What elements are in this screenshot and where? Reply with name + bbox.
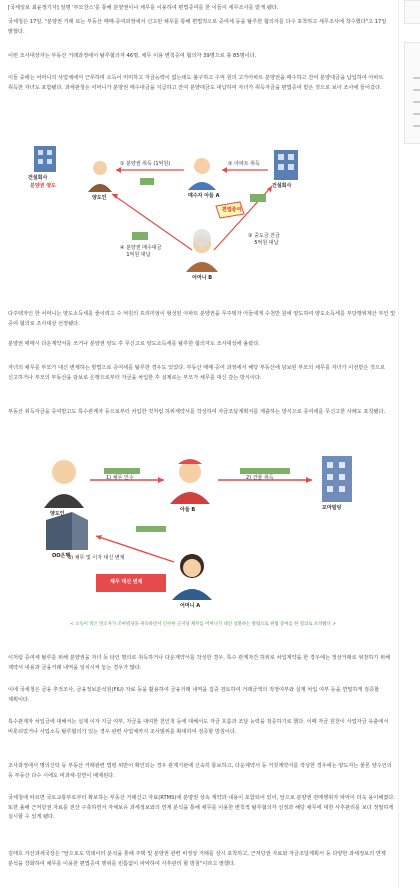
mother-label: 어머니 B: [192, 275, 213, 281]
arrow3-label: 3) 채무 및 이자 대신 변제: [68, 555, 125, 561]
diagram-presale-gift: [16, 146, 344, 296]
paragraph: 국세청은 17일, "분양권 거래 또는 부동산 매매·증여과정에서 신고된 채무를 통해 편법적으로 증여세 등을 탈루한 혐의자를 다수 포착하고 세무조사에 착수했다"고 17일 밝혔다.: [8, 19, 387, 35]
son-label: 아들 B: [180, 507, 196, 513]
diagram-debt-repayment: [40, 450, 366, 630]
arrow1-label: ① 분양권 취득 (1억원): [120, 161, 171, 167]
paragraph: 이들 중에는 어머니의 사업체에서 근무하며 소득이 미미하고 자금능력이 없는데도 불구하고 수억 원의 고가아파트 분양권을 매수하고 잔여 분양대금을 납입하여 아파트 취득한 자녀도 포함됐다. 과세관청은 어머니가 분양권 매수대금을 지급하고 잔여 분양대금도 대납하여 자녀가 취득자금을 편법증여 받은 것으로 보아 조사에 들어갔다.: [8, 75, 384, 91]
right-rail: [402, 0, 420, 888]
creditor-label: 양도인: [50, 511, 65, 517]
mother-person-icon: [186, 229, 218, 272]
rail-list-line: [413, 125, 420, 127]
rail-list-line: [413, 101, 420, 103]
diagram1-graphics: [16, 146, 344, 296]
paragraph: 자녀의 채무를 부모가 대신 변제하는 방법으로 증여세를 탈루한 경우도 있었다. 부동산 매매·증여 과정에서 해당 부동산에 담보된 부모의 채무를 자녀가 이전받은 것으로 신고하거나 부모의 부동산을 담보로 은행으로부터 자금을 차입한 후 실제로는 부모가 채무를 대신 갚는 방식이다.: [8, 365, 386, 381]
paragraph: [국세일보 최윤정기자] 일명 '부모찬스'를 통해 분양권이나 채무를 이용하여 편법증여를 한 이들이 세무조사를 받게 됐다.: [8, 5, 279, 11]
buyer-person-icon: [188, 158, 216, 190]
arrow3-left-label: ④ 분양권 매수대금 1억원 대납: [120, 245, 162, 258]
paragraph: 특수관계자 차입금에 대해서는 실제 이자 지급 여부, 자금을 대여한 친인척 등에 대해서도 자금 흐름과 조달 능력을 검증하기로 했다. 이때 자금 원천이 사업자금 유출에서 비롯되었거나 사업소득 탈루혐의가 있는 경우 관련 사업체까지 조사범위를 확대하여 검증할 방침이다.: [8, 719, 389, 735]
figure-caption: < 소득이 적은 민소자가 꼬마빌딩을 취득하면서 인수한 근저당 채무를 어머니가 대신 상환하는 방법으로 편법 증여를 한 혐의로 포착됐다 >: [70, 622, 336, 627]
red-box-label: 채무 대신 변제: [110, 579, 143, 585]
rail-list-line: [413, 113, 420, 115]
seller-label: 양도인: [92, 195, 107, 201]
paragraph: 다주택자인 한 어머니는 양도소득세를 줄이려고 수 억원의 프리미엄이 형성된 아파트 분양권을 무주택자 아들에게 수천만 원에 양도하여 양도소득세를 부당행위계산 부인 및 증여 혐의로 조사대상 선정됐다.: [8, 311, 396, 327]
paragraph: 국세청에 따르면 국토교통부로부터 확보하는 부동산 거래신고 자료(RTMS)에 분양권 상속 계약과 내용이 포함되어 있어, 앞으로 분양권 전매행위자 파악이 더욱 용이해졌다. 또한 올해 근저당권 자료를 전산 구축하면서 자체보유 과세정보와의 연계 분석을 통해 채무를 이용한 변칙적 탈루혐의자 선정과 해당 채무에 대한 사후관리를 보다 정밀하게 실시할 수 있게 됐다.: [8, 795, 395, 821]
bank-label: OO은행: [52, 553, 71, 559]
arrow1-label: 1) 채무 인수: [106, 475, 134, 481]
rail-widget-top: [404, 0, 420, 24]
paragraph: 이번 조사대상자는 부동산 거래과정에서 탈루혐의자 46명, 채무 이용 변칙증여 혐의자 39명으로 총 85명이다.: [8, 53, 257, 59]
red-note-left: 분양권 양도: [30, 183, 56, 189]
builder-left-label: 건설회사: [28, 175, 48, 181]
building-icon: [322, 456, 352, 502]
paragraph: 이처럼 증여세 탈루를 위해 분양권을 자녀 등 타인 명의로 취득하거나 다운계약서를 작성한 경우, 특수 관계자간 허위로 차입계약을 한 경우에는 정상거래로 위장하기 위해 계약서 내용과 금융거래 내역을 일치시켜 놓는 경우가 많다.: [8, 655, 391, 671]
arrow3-right-label: ③ 중도금 잔금 5억원 대납: [248, 233, 280, 246]
building-label: 꼬마빌딩: [322, 505, 342, 511]
buyer-label: 매수자 아들 A: [188, 193, 220, 199]
paragraph: 김태호 자산과세국장은 "앞으로도 빅데이터 분석을 통해 주택 및 분양권 관련 비정상 거래를 상시 포착하고, 근저당권 자료와 자금조달계획서 등 다양한 과세정보의 연계 분석을 강화하여 채무를 이용한 편법증여 행위를 빈틈없이 파악하여 사후관리 할 방침"이라고 말했다.: [8, 851, 386, 867]
diagram2-graphics: [40, 450, 366, 630]
building-icon: [274, 150, 298, 180]
paragraph: 분양권 매매시 다운계약서를 쓰거나 분양권 양도 후 무신고로 양도소득세를 탈루한 혐의자도 조사대상에 올랐다.: [8, 341, 260, 347]
column-divider: [398, 0, 399, 888]
paragraph: 부동산 취득자금을 증여받고도 특수관계자 등으로부터 차입한 것처럼 허위계약서를 작성하여 자금조달계획서를 제출하는 방식으로 증여세를 무신고한 사례도 포착됐다.: [8, 409, 386, 415]
building-icon: [34, 146, 56, 172]
rail-list-line: [413, 77, 420, 79]
paragraph: 조사과정에서 명의신탁 등 부동산 거래관련 법령 위반이 확인되는 경우 관계기관에 신속히 통보하고, 다운계약서 등 거짓계약서를 작성한 경우에는 양도자는 물론 양수인의 등 부동산 다수 시에도 비과세·감면이 배제된다.: [8, 763, 392, 779]
mother-label: 어머니 A: [180, 603, 201, 609]
rail-widget-list: [404, 42, 420, 144]
paragraph: 이에 국세청은 금융 추적조사, 금융정보분석원(FIU) 자료 등을 활용하여 금융거래 내역을 집중 검토하여 거래금액의 적정여부와 실제 차입 여부 등을 면밀하게 검증할 계획이다.: [8, 687, 380, 703]
arrow2-label: ② 아파트 취득: [228, 161, 260, 167]
rail-list-line: [413, 89, 420, 91]
arrow2-label: 2) 건물 취득: [246, 475, 274, 481]
builder-right-label: 건설회사: [272, 183, 292, 189]
seller-person-icon: [88, 161, 112, 192]
red-stamp-label: 편법증여: [222, 207, 242, 213]
